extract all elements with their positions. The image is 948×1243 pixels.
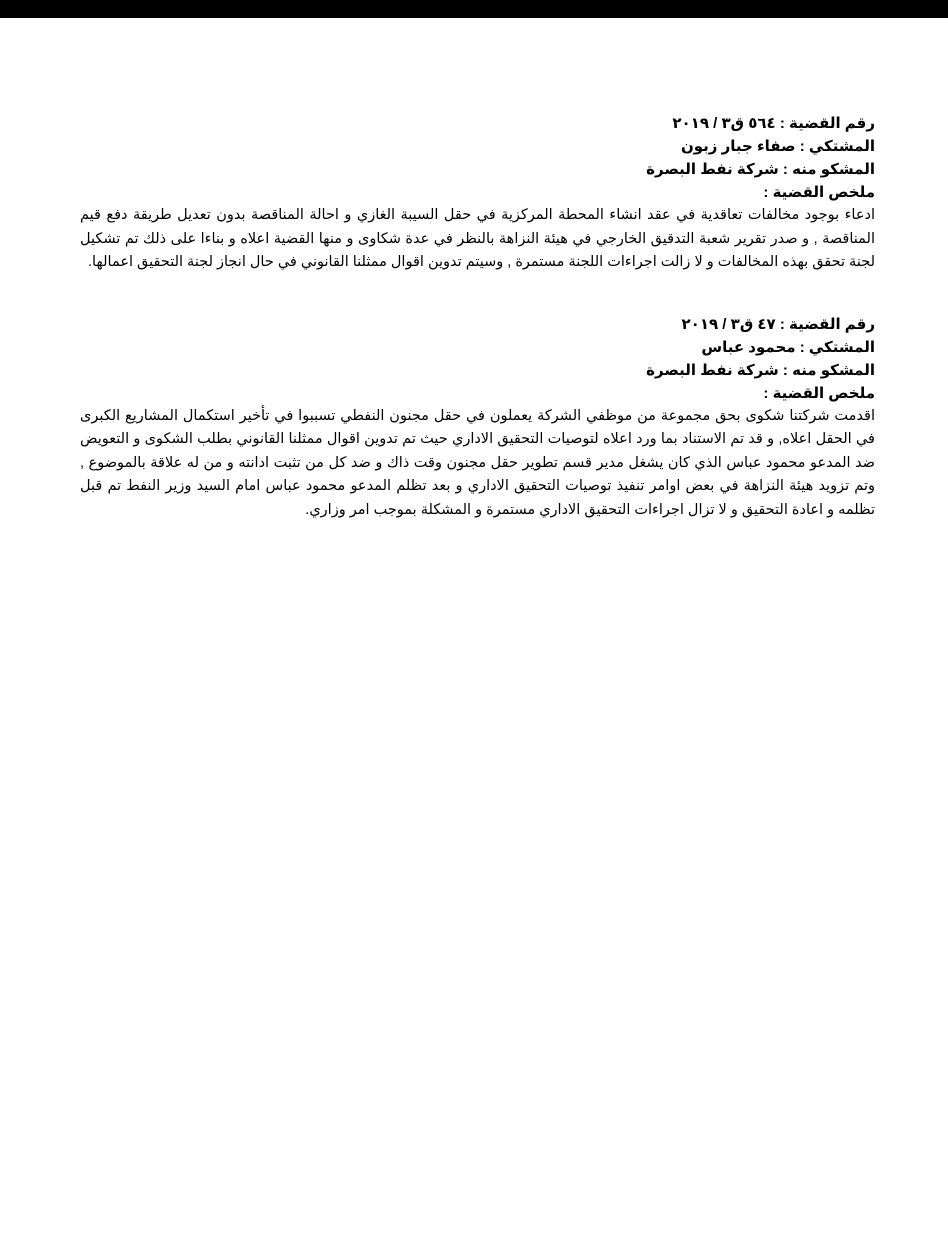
case-block-2	[80, 313, 875, 523]
complainant: المشتكي : صفاء جبار زبون	[680, 138, 875, 155]
respondent: المشكو منه : شركة نفط البصرة	[646, 161, 875, 178]
document-page	[80, 112, 875, 560]
case-number: رقم القضية : ٥٦٤ ق٣ / ٢٠١٩	[672, 115, 875, 132]
case-block-1	[80, 112, 875, 275]
respondent: المشكو منه : شركة نفط البصرة	[646, 361, 875, 379]
case-number: رقم القضية : ٤٧ ق٣ / ٢٠١٩	[681, 315, 875, 333]
summary-text: ادعاء بوجود مخالفات تعاقدية في عقد انشاء المحطة المركزية في حقل السيبة الغازي و احالة المناقصة بدون تعديل طريقة دفع قيم المناقصة , و صدر تقرير شعبة التدقيق الخارجي في هيئة النزاهة بالنظر في عدة شكاوى و منها القضية اعلاه و بناءا على ذلك تم تشكيل لجنة تحقق بهذه المخالفات و لا زالت اجراءات اللجنة مستمرة , وسيتم تدوين اقوال ممثلنا القانوني في حال انجاز لجنة التحقيق اعمالها.	[80, 207, 875, 270]
summary-label: ملخص القضية :	[763, 184, 875, 201]
summary-text: اقدمت شركتنا شكوى بحق مجموعة من موظفي الشركة يعملون في حقل مجنون النفطي تسببوا في تأخير استكمال المشاريع الكبرى في الحقل اعلاه, و قد تم الاستناد بما ورد اعلاه لتوصيات التحقيق الاداري حيث تم تدوين اقوال ممثلنا القانوني بطلب الشكوى و التعويض ضد المدعو محمود عباس الذي كان يشغل مدير قسم تطوير حقل مجنون وقت ذاك و ضد كل من تثبت ادانته و من له علاقة بالموضوع , وتم تزويد هيئة النزاهة في بعض اوامر تنفيذ توصيات التحقيق الاداري و بعد تظلم المدعو محمود عباس امام السيد وزير النفط تم قبل تظلمه و اعادة التحقيق و لا تزال اجراءات التحقيق الاداري مستمرة و المشكلة بموجب امر وزاري.	[80, 407, 875, 518]
top-black-bar	[0, 0, 948, 18]
complainant: المشتكي : محمود عباس	[701, 338, 875, 356]
summary-label: ملخص القضية :	[763, 384, 875, 402]
